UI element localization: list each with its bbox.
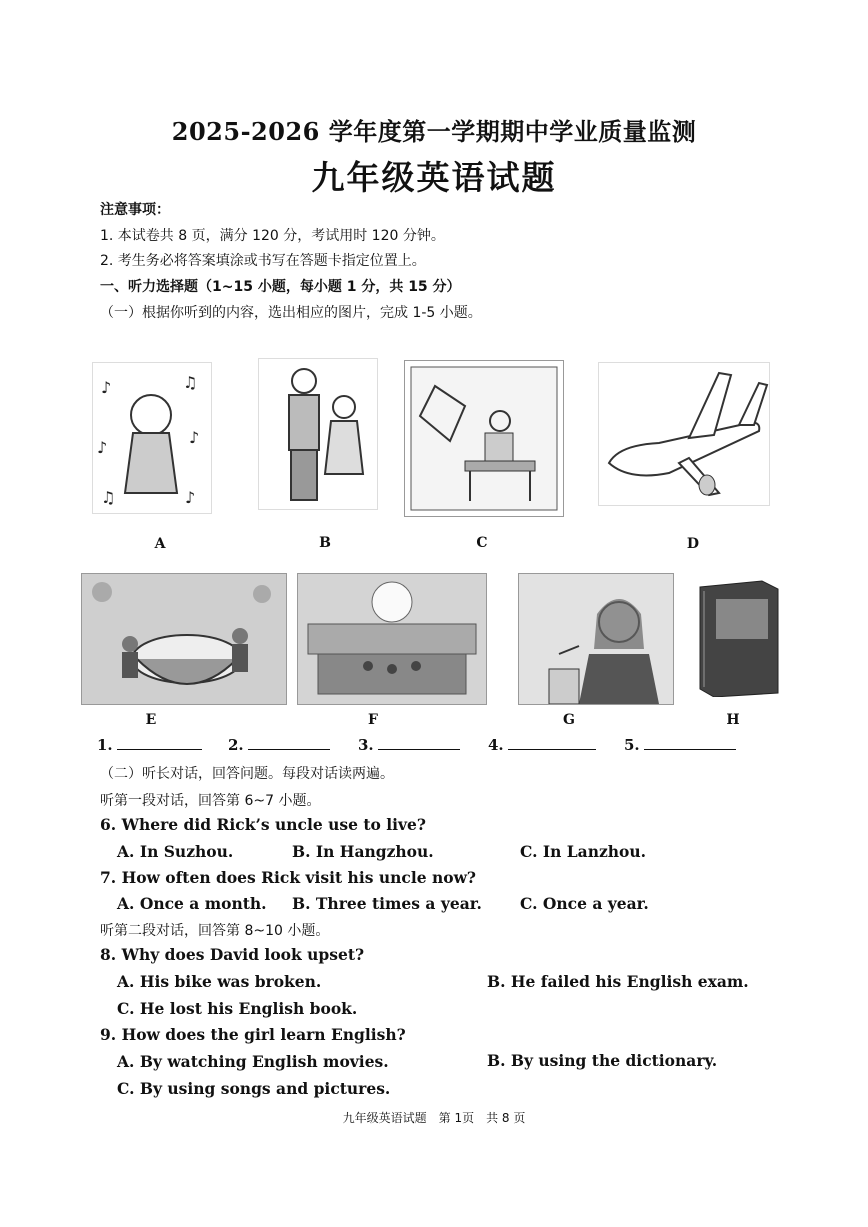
picture-c	[404, 360, 564, 517]
answer-blank-3[interactable]	[358, 735, 460, 754]
exam-header-title: 2025-2026 学年度第一学期期中学业质量监测	[171, 117, 697, 146]
part-2-title: （二）听长对话，回答问题。每段对话读两遍。	[100, 766, 394, 782]
question-6-option-b[interactable]: B. In Hangzhou.	[292, 842, 434, 861]
svg-text:♪: ♪	[101, 378, 112, 397]
blank-line[interactable]	[117, 735, 202, 750]
picture-e	[81, 573, 287, 705]
picture-label-a: A	[154, 536, 166, 552]
airplane-icon	[599, 363, 769, 505]
picture-label-g: G	[563, 712, 575, 728]
question-9: 9. How does the girl learn English?	[100, 1025, 406, 1044]
blank-line[interactable]	[644, 735, 736, 750]
section-1-title: 一、听力选择题（1~15 小题，每小题 1 分，共 15 分）	[100, 279, 461, 295]
picture-b	[258, 358, 378, 510]
picture-label-c: C	[476, 535, 488, 551]
section-1-part-1-title: （一）根据你听到的内容，选出相应的图片，完成 1-5 小题。	[100, 305, 482, 321]
picture-d	[598, 362, 770, 506]
exam-subtitle: 九年级英语试题	[311, 158, 557, 197]
picture-label-d: D	[686, 536, 700, 552]
blank-number: 4.	[488, 736, 504, 754]
question-7-option-c[interactable]: C. Once a year.	[520, 894, 649, 913]
picture-label-f: F	[368, 712, 378, 728]
police-officer-girl-icon	[259, 359, 377, 509]
note-item-1: 1. 本试卷共 8 页，满分 120 分，考试用时 120 分钟。	[100, 228, 445, 244]
kite-maker-icon	[405, 361, 563, 516]
picture-f	[297, 573, 487, 705]
blank-line[interactable]	[248, 735, 330, 750]
picture-label-h: H	[726, 712, 740, 728]
blank-number: 3.	[358, 736, 374, 754]
speaker-woman-icon	[519, 574, 673, 704]
blank-number: 2.	[228, 736, 244, 754]
svg-text:♫: ♫	[101, 488, 116, 507]
picture-a	[92, 362, 212, 514]
dialog-1-instruction: 听第一段对话，回答第 6~7 小题。	[100, 793, 321, 809]
question-9-option-a[interactable]: A. By watching English movies.	[117, 1052, 389, 1071]
answer-blank-1[interactable]	[97, 735, 202, 754]
picture-h	[695, 578, 781, 698]
picture-label-e: E	[145, 712, 157, 728]
picture-g	[518, 573, 674, 705]
blank-number: 1.	[97, 736, 113, 754]
blank-line[interactable]	[508, 735, 596, 750]
blank-line[interactable]	[378, 735, 460, 750]
picture-label-b: B	[319, 535, 331, 551]
singing-girl-icon	[93, 363, 211, 513]
question-8-option-c[interactable]: C. He lost his English book.	[117, 999, 358, 1018]
svg-text:♫: ♫	[183, 373, 198, 392]
notes-heading: 注意事项：	[100, 202, 170, 218]
blank-number: 5.	[624, 736, 640, 754]
question-7: 7. How often does Rick visit his uncle now?	[100, 868, 476, 887]
question-9-option-c[interactable]: C. By using songs and pictures.	[117, 1079, 391, 1098]
question-6: 6. Where did Rick’s uncle use to live?	[100, 815, 426, 834]
note-item-2: 2. 考生务必将答案填涂或书写在答题卡指定位置上。	[100, 253, 426, 269]
question-8: 8. Why does David look upset?	[100, 945, 365, 964]
answer-blank-2[interactable]	[228, 735, 330, 754]
question-9-option-b[interactable]: B. By using the dictionary.	[487, 1051, 718, 1070]
question-6-option-c[interactable]: C. In Lanzhou.	[520, 842, 647, 861]
question-7-option-a[interactable]: A. Once a month.	[117, 894, 267, 913]
dialog-2-instruction: 听第二段对话，回答第 8~10 小题。	[100, 923, 330, 939]
question-7-option-b[interactable]: B. Three times a year.	[292, 894, 482, 913]
question-8-option-b[interactable]: B. He failed his English exam.	[487, 972, 749, 991]
svg-text:♪: ♪	[97, 438, 108, 457]
moon-festival-icon	[298, 574, 486, 704]
question-8-option-a[interactable]: A. His bike was broken.	[117, 972, 322, 991]
svg-text:♪: ♪	[185, 488, 196, 507]
svg-text:♪: ♪	[189, 428, 200, 447]
page-footer: 九年级英语试题 第 1页 共 8 页	[342, 1111, 526, 1125]
answer-blank-4[interactable]	[488, 735, 596, 754]
answer-blank-5[interactable]	[624, 735, 736, 754]
dumpling-festival-icon	[82, 574, 286, 704]
dictionary-icon	[696, 579, 780, 697]
question-6-option-a[interactable]: A. In Suzhou.	[117, 842, 234, 861]
